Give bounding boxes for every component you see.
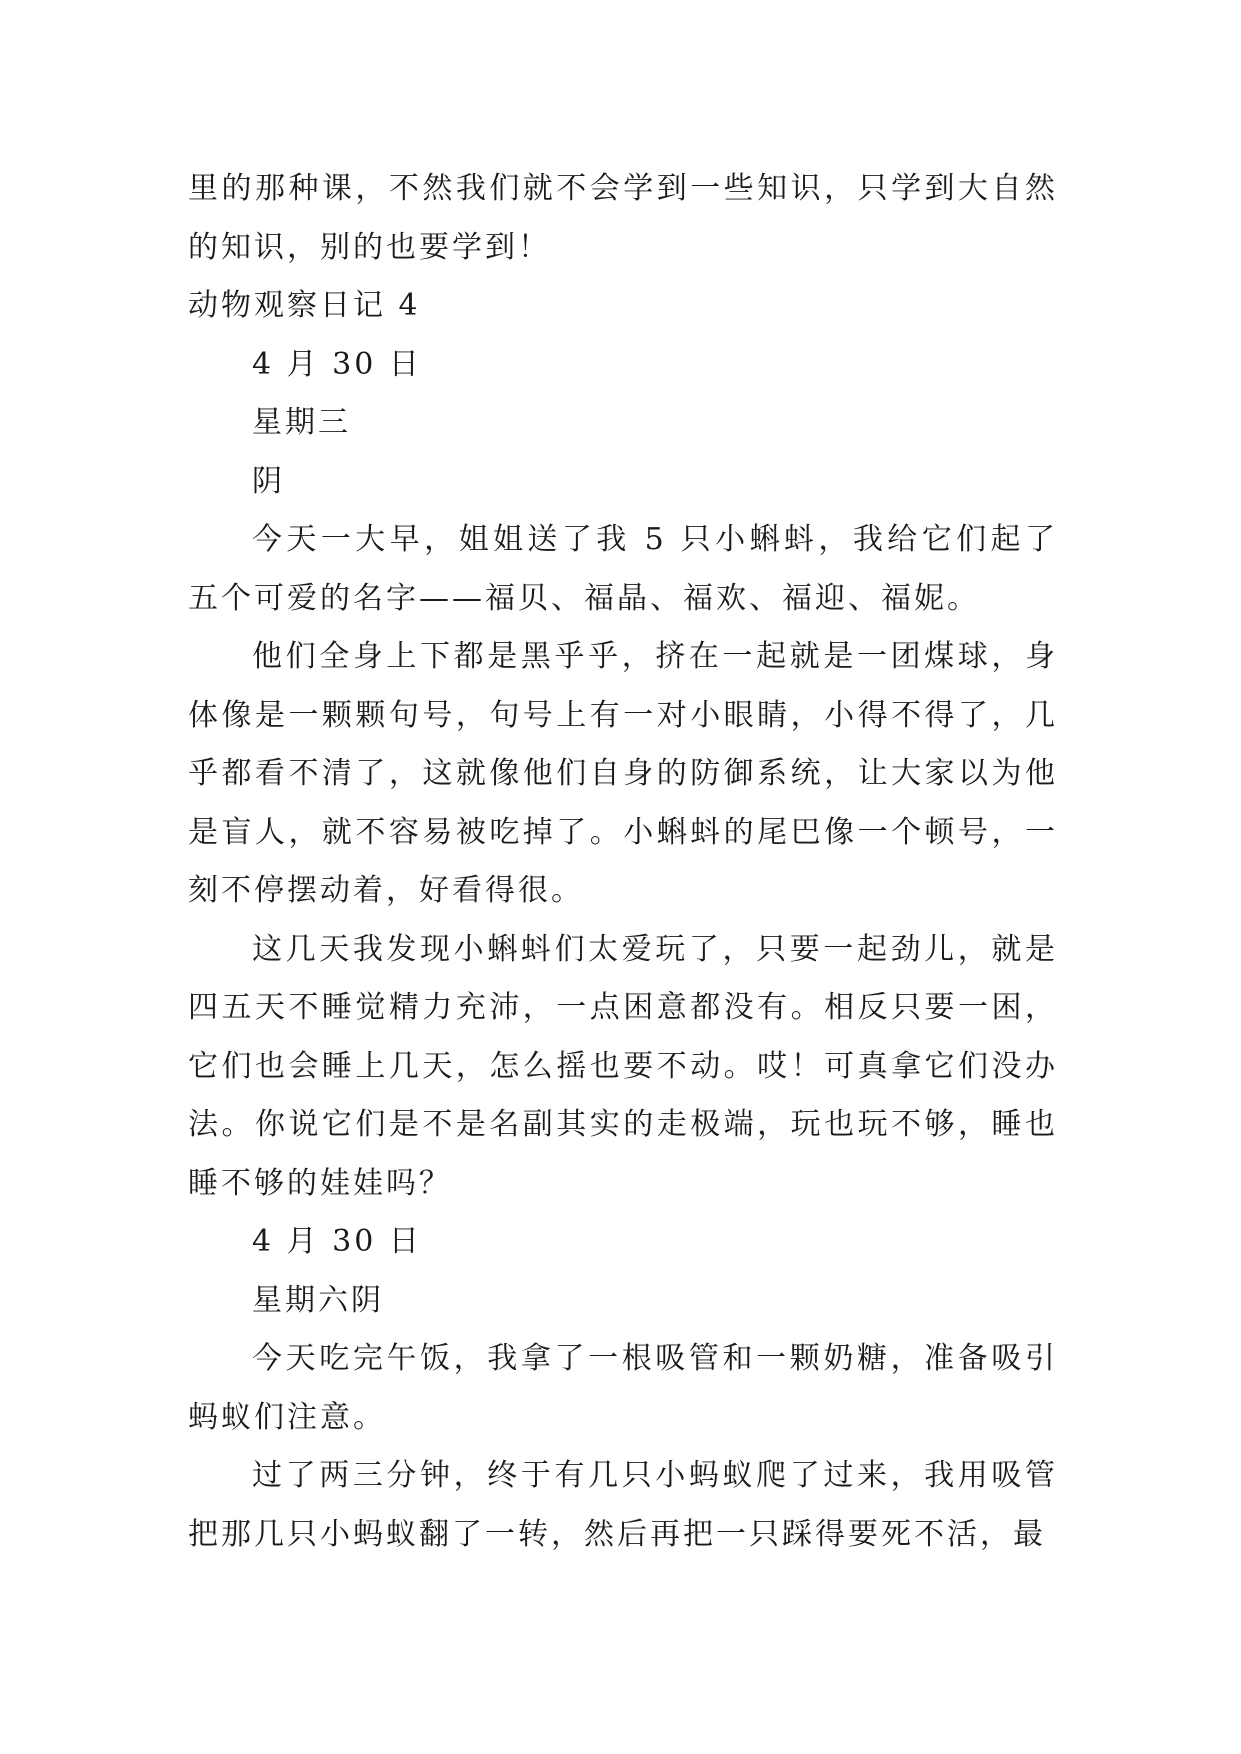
paragraph: 他们全身上下都是黑乎乎，挤在一起就是一团煤球，身体像是一颗颗句号，句号上有一对小眼睛，小得不得了，几乎都看不清了，这就像他们自身的防御系统，让大家以为他是盲人，就不容易被吃掉了。小蝌蚪的尾巴像一个顿号，一刻不停摆动着，好看得很。 <box>188 639 1058 908</box>
paragraph: 今天一大早，姐姐送了我 5 只小蝌蚪，我给它们起了五个可爱的名字——福贝、福晶、福欢、福迎、福妮。 <box>188 522 1058 616</box>
paragraph: 这几天我发现小蝌蚪们太爱玩了，只要一起劲儿，就是四五天不睡觉精力充沛，一点困意都没有。相反只要一困，它们也会睡上几天，怎么摇也要不动。哎！可真拿它们没办法。你说它们是不是名副其实的走极端，玩也玩不够，睡也睡不够的娃娃吗？ <box>188 931 1058 1201</box>
diary-weekday-weather: 星期六阴 <box>252 1282 384 1318</box>
diary-weather: 阴 <box>252 463 285 499</box>
diary-date: 4 月 30 日 <box>252 346 422 382</box>
paragraph: 今天吃完午饭，我拿了一根吸管和一颗奶糖，准备吸引蚂蚁们注意。 <box>188 1341 1058 1435</box>
paragraph-continuation: 里的那种课，不然我们就不会学到一些知识，只学到大自然的知识，别的也要学到！ <box>188 171 1058 265</box>
diary-weekday: 星期三 <box>252 405 351 440</box>
section-heading: 动物观察日记 4 <box>188 288 421 323</box>
paragraph: 过了两三分钟，终于有几只小蚂蚁爬了过来，我用吸管把那几只小蚂蚁翻了一转，然后再把一只踩得要死不活，最 <box>188 1458 1058 1552</box>
document-body <box>188 160 1058 1564</box>
diary-date: 4 月 30 日 <box>252 1224 422 1259</box>
